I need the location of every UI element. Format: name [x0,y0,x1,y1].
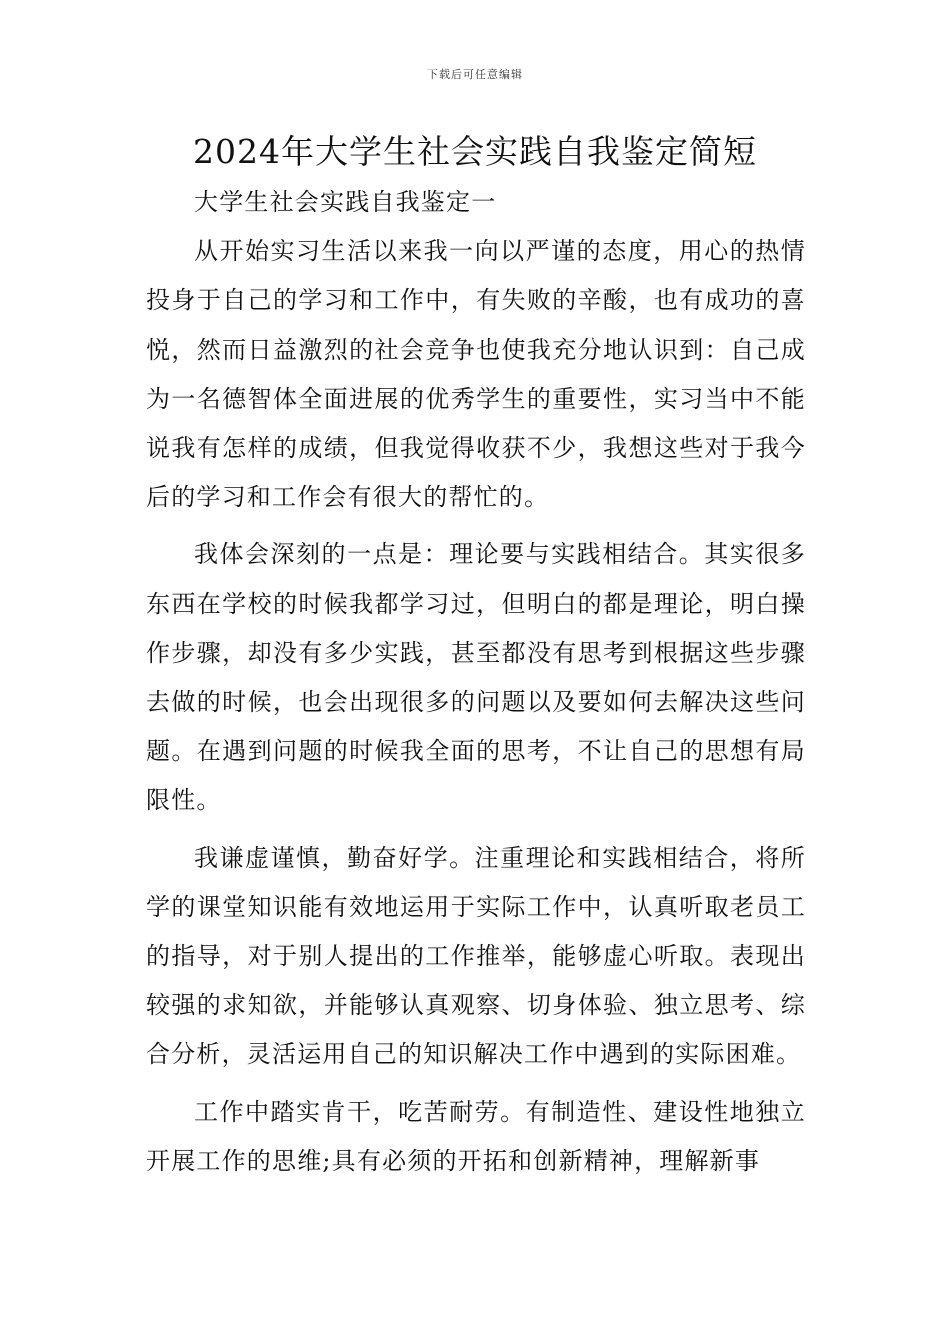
paragraph-1: 从开始实习生活以来我一向以严谨的态度，用心的热情投身于自己的学习和工作中，有失败的辛酸，也有成功的喜悦，然而日益激烈的社会竞争也使我充分地认识到：自己成为一名德智体全面进展的优秀学生的重要性，实习当中不能说我有怎样的成绩，但我觉得收获不少，我想这些对于我今后的学习和工作会有很大的帮忙的。 [146,237,806,512]
document-body [146,178,806,1186]
paragraph-3: 我谦虚谨慎，勤奋好学。注重理论和实践相结合，将所学的课堂知识能有效地运用于实际工作中，认真听取老员工的指导，对于别人提出的工作推举，能够虚心听取。表现出较强的求知欲，并能够认真观察、切身体验、独立思考、综合分析，灵活运用自己的知识解决工作中遇到的实际困难。 [146,843,806,1069]
paragraph-4: 工作中踏实肯干，吃苦耐劳。有制造性、建设性地独立开展工作的思维;具有必须的开拓和创新精神，理解新事 [146,1097,806,1175]
document-title: 2024年大学生社会实践自我鉴定简短 [193,132,757,171]
paragraph-2: 我体会深刻的一点是：理论要与实践相结合。其实很多东西在学校的时候我都学习过，但明白的都是理论，明白操作步骤，却没有多少实践，甚至都没有思考到根据这些步骤去做的时候，也会出现很多的问题以及要如何去解决这些问题。在遇到问题的时候我全面的思考，不让自己的思想有局限性。 [146,540,806,815]
section-subtitle: 大学生社会实践自我鉴定一 [194,188,497,216]
header-note: 下载后可任意编辑 [427,68,523,81]
